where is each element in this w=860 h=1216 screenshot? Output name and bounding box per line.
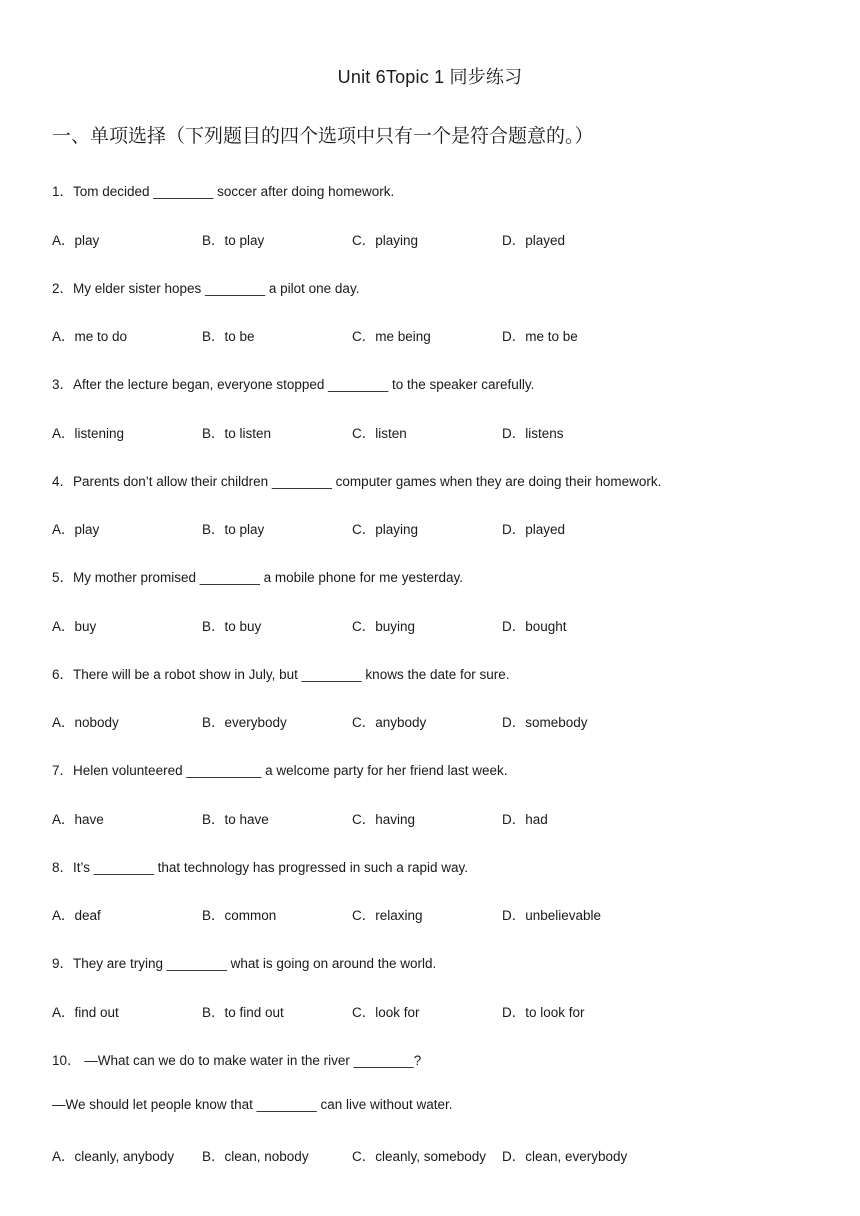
option-b: B．to buy [202,619,262,634]
option-a: A．buy [52,619,97,634]
question-stem: 1．Tom decided ________ soccer after doing homework. [52,184,395,199]
option-d: D．me to be [502,329,578,344]
option-d: D．to look for [502,1005,585,1020]
option-d: D．unbelievable [502,908,602,923]
question-stem: 9．They are trying ________ what is going on around the world. [52,956,437,971]
question-stem: 2．My elder sister hopes ________ a pilot one day. [52,281,360,296]
option-d: D．bought [502,619,567,634]
option-c: C．playing [352,522,419,537]
option-b: B．common [202,908,277,923]
option-c: C．having [352,812,416,827]
option-a: A．listening [52,426,125,441]
section-heading: 一、单项选择（下列题目的四个选项中只有一个是符合题意的。） [52,125,594,147]
question-stem-reply: —We should let people know that ________ can live without water. [52,1097,453,1112]
option-b: B．everybody [202,715,287,730]
option-b: B．to play [202,522,265,537]
question-stem: 5．My mother promised ________ a mobile phone for me yesterday. [52,570,463,585]
question-stem: 6．There will be a robot show in July, but ________ knows the date for sure. [52,667,510,682]
option-b: B．to listen [202,426,272,441]
option-c: C．anybody [352,715,427,730]
option-d: D．listens [502,426,564,441]
option-c: C．listen [352,426,407,441]
option-c: C．relaxing [352,908,423,923]
option-a: A．me to do [52,329,128,344]
option-b: B．clean, nobody [202,1149,309,1164]
option-d: D．clean, everybody [502,1149,628,1164]
option-c: C．cleanly, somebody [352,1149,487,1164]
option-c: C．look for [352,1005,420,1020]
option-d: D．somebody [502,715,588,730]
question-stem: 7．Helen volunteered __________ a welcome party for her friend last week. [52,763,508,778]
option-a: A．cleanly, anybody [52,1149,175,1164]
option-b: B．to find out [202,1005,284,1020]
option-c: C．me being [352,329,431,344]
option-c: C．buying [352,619,416,634]
option-a: A．have [52,812,104,827]
option-d: D．played [502,233,566,248]
option-b: B．to have [202,812,269,827]
question-stem: 4．Parents don’t allow their children ________ computer games when they are doing their homework. [52,474,662,489]
question-stem: 10． —What can we do to make water in the river ________? [52,1053,422,1068]
question-stem: 8．It’s ________ that technology has progressed in such a rapid way. [52,860,469,875]
option-d: D．had [502,812,548,827]
option-a: A．play [52,233,100,248]
option-b: B．to be [202,329,255,344]
option-a: A．deaf [52,908,101,923]
option-a: A．find out [52,1005,119,1020]
page-title: Unit 6Topic 1 同步练习 [337,67,523,87]
question-stem: 3．After the lecture began, everyone stopped ________ to the speaker carefully. [52,377,535,392]
option-a: A．play [52,522,100,537]
option-a: A．nobody [52,715,119,730]
option-b: B．to play [202,233,265,248]
option-d: D．played [502,522,566,537]
option-c: C．playing [352,233,419,248]
